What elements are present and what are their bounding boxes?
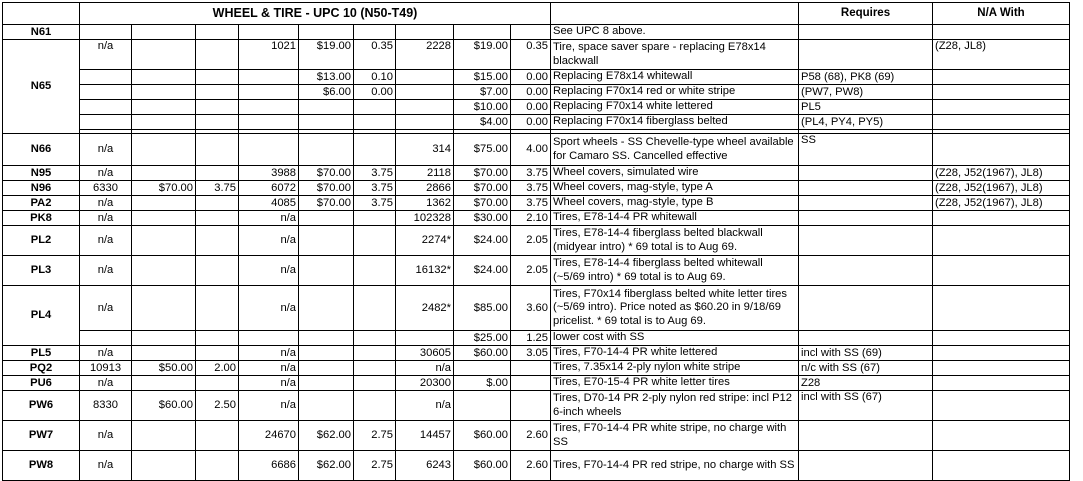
cell-1969-price: $70.00: [454, 166, 511, 181]
requires-cell: PL5: [799, 100, 933, 115]
cell-1968-price: $6.00: [299, 85, 354, 100]
table-row: [3, 226, 1070, 256]
option-description: Tire, space saver spare - replacing E78x14 blackwall: [551, 40, 799, 70]
requires-cell: incl with SS (67): [799, 391, 933, 421]
cell-1967-production: n/a: [80, 376, 132, 391]
table-row: [3, 451, 1070, 481]
option-description: Replacing F70x14 white lettered: [551, 100, 799, 115]
cell-1968-price: $19.00: [299, 40, 354, 70]
cell-1969-production: n/a: [396, 391, 454, 421]
requires-cell: [799, 421, 933, 451]
table-header-row: [3, 3, 1070, 25]
na-with-cell: (Z28, J52(1967), JL8): [933, 181, 1070, 196]
table-row: [3, 331, 1070, 346]
option-description: Wheel covers, simulated wire: [551, 166, 799, 181]
requires-cell: [799, 331, 933, 346]
cell-1969-price: $24.00: [454, 256, 511, 286]
option-code: PK8: [3, 211, 80, 226]
cell-1967-price: [132, 211, 196, 226]
cell-1969-weight: [511, 391, 551, 421]
cell-1969-weight: 2.05: [511, 226, 551, 256]
option-description: Tires, E78-14-4 fiberglass belted blackwall (midyear intro) * 69 total is to Aug 69.: [551, 226, 799, 256]
na-with-cell: [933, 451, 1070, 481]
cell-1968-price: [299, 115, 354, 130]
cell-1967-price: [132, 421, 196, 451]
cell-1969-production: 2866: [396, 181, 454, 196]
table-row: [3, 346, 1070, 361]
cell-1968-production: 1021: [239, 40, 299, 70]
option-description: Sport wheels - SS Chevelle-type wheel available for Camaro SS. Cancelled effective: [551, 134, 799, 166]
cell-1968-weight: 0.00: [354, 85, 396, 100]
cell-1968-weight: 3.75: [354, 181, 396, 196]
table-row: [3, 25, 1070, 40]
na-with-cell: [933, 115, 1070, 130]
cell-1968-price: [299, 211, 354, 226]
cell-1969-weight: 2.05: [511, 256, 551, 286]
na-with-cell: [933, 376, 1070, 391]
na-with-header: N/A With: [933, 3, 1070, 25]
cell-1968-production: [239, 134, 299, 166]
option-code: PW6: [3, 391, 80, 421]
cell-1967-production: 6330: [80, 181, 132, 196]
option-code: N96: [3, 181, 80, 196]
cell-1968-weight: 0.35: [354, 40, 396, 70]
na-with-cell: [933, 100, 1070, 115]
table-title: WHEEL & TIRE - UPC 10 (N50-T49): [80, 3, 551, 25]
na-with-cell: [933, 331, 1070, 346]
cell-1968-price: [299, 286, 354, 331]
table-row: [3, 376, 1070, 391]
cell-1968-weight: 2.75: [354, 451, 396, 481]
cell-1968-weight: 0.10: [354, 70, 396, 85]
cell-1967-price: [132, 134, 196, 166]
na-with-cell: [933, 421, 1070, 451]
option-description: Tires, 7.35x14 2-ply nylon white stripe: [551, 361, 799, 376]
na-with-cell: [933, 211, 1070, 226]
cell-1967-weight: [196, 100, 239, 115]
requires-cell: Z28: [799, 376, 933, 391]
cell-1967-production: [80, 25, 132, 40]
table-row: [3, 361, 1070, 376]
cell-1968-weight: [354, 361, 396, 376]
cell-1969-production: n/a: [396, 361, 454, 376]
cell-1969-production: 2482*: [396, 286, 454, 331]
option-description: See UPC 8 above.: [551, 25, 799, 40]
cell-1967-price: [132, 40, 196, 70]
cell-1968-weight: [354, 391, 396, 421]
requires-cell: P58 (68), PK8 (69): [799, 70, 933, 85]
cell-1969-price: $60.00: [454, 421, 511, 451]
na-with-cell: [933, 226, 1070, 256]
cell-1968-production: [239, 115, 299, 130]
cell-1968-weight: [354, 134, 396, 166]
na-with-cell: [933, 346, 1070, 361]
requires-cell: [799, 166, 933, 181]
na-with-cell: [933, 286, 1070, 331]
cell-1969-production: [396, 85, 454, 100]
cell-1967-price: [132, 346, 196, 361]
cell-1968-price: $70.00: [299, 196, 354, 211]
cell-1969-weight: [511, 376, 551, 391]
cell-1968-weight: [354, 211, 396, 226]
cell-1967-price: [132, 196, 196, 211]
cell-1968-production: n/a: [239, 256, 299, 286]
requires-cell: n/c with SS (67): [799, 361, 933, 376]
cell-1967-price: [132, 25, 196, 40]
cell-1969-weight: 2.60: [511, 421, 551, 451]
cell-1967-production: n/a: [80, 286, 132, 331]
cell-1969-price: [454, 361, 511, 376]
cell-1968-weight: [354, 376, 396, 391]
cell-1969-price: $19.00: [454, 40, 511, 70]
cell-1967-production: n/a: [80, 196, 132, 211]
cell-1967-price: [132, 256, 196, 286]
na-with-cell: [933, 256, 1070, 286]
cell-1969-price: $75.00: [454, 134, 511, 166]
cell-1967-weight: [196, 451, 239, 481]
cell-1968-production: n/a: [239, 391, 299, 421]
cell-1969-production: 16132*: [396, 256, 454, 286]
cell-1969-weight: [511, 25, 551, 40]
cell-1967-production: n/a: [80, 40, 132, 70]
cell-1968-production: 4085: [239, 196, 299, 211]
cell-1968-weight: [354, 331, 396, 346]
cell-1967-weight: 2.00: [196, 361, 239, 376]
cell-1969-price: $4.00: [454, 115, 511, 130]
cell-1968-weight: [354, 286, 396, 331]
cell-1969-price: $24.00: [454, 226, 511, 256]
cell-1969-production: 6243: [396, 451, 454, 481]
option-code: PL5: [3, 346, 80, 361]
cell-1967-production: 10913: [80, 361, 132, 376]
cell-1968-weight: [354, 256, 396, 286]
requires-header: Requires: [799, 3, 933, 25]
table-row: [3, 100, 1070, 115]
na-with-cell: (Z28, JL8): [933, 40, 1070, 70]
cell-1969-weight: 3.05: [511, 346, 551, 361]
cell-1967-price: [132, 115, 196, 130]
requires-cell: [799, 40, 933, 70]
option-code: PW8: [3, 451, 80, 481]
cell-1969-production: 314: [396, 134, 454, 166]
table-row: [3, 134, 1070, 166]
cell-1968-weight: [354, 25, 396, 40]
cell-1967-production: n/a: [80, 421, 132, 451]
option-code: PL3: [3, 256, 80, 286]
cell-1967-weight: [196, 421, 239, 451]
option-code: N65: [3, 40, 80, 134]
na-with-cell: [933, 361, 1070, 376]
option-code: PQ2: [3, 361, 80, 376]
cell-1969-production: [396, 331, 454, 346]
cell-1967-weight: [196, 346, 239, 361]
cell-1968-price: [299, 376, 354, 391]
cell-1967-weight: [196, 25, 239, 40]
cell-1968-price: $13.00: [299, 70, 354, 85]
cell-1968-production: [239, 85, 299, 100]
cell-1967-price: [132, 70, 196, 85]
cell-1969-weight: 3.60: [511, 286, 551, 331]
cell-1968-price: [299, 25, 354, 40]
table-row: [3, 391, 1070, 421]
cell-1968-price: $70.00: [299, 181, 354, 196]
cell-1969-weight: 4.00: [511, 134, 551, 166]
cell-1968-production: n/a: [239, 361, 299, 376]
cell-1968-weight: [354, 115, 396, 130]
cell-1967-weight: [196, 196, 239, 211]
cell-1969-weight: 2.10: [511, 211, 551, 226]
cell-1969-weight: 3.75: [511, 181, 551, 196]
cell-1969-price: $60.00: [454, 451, 511, 481]
cell-1968-price: [299, 391, 354, 421]
cell-1969-production: 14457: [396, 421, 454, 451]
option-code: N95: [3, 166, 80, 181]
cell-1967-weight: [196, 331, 239, 346]
option-description: Tires, F70-14-4 PR white stripe, no charge with SS: [551, 421, 799, 451]
option-description: Tires, D70-14 PR 2-ply nylon red stripe: incl P12 6-inch wheels: [551, 391, 799, 421]
requires-cell: [799, 25, 933, 40]
cell-1967-weight: [196, 166, 239, 181]
option-description: Tires, F70x14 fiberglass belted white letter tires (~5/69 intro). Price noted as $60.20 in 9/18/69 pricelist. * 69 total is to Aug 69.: [551, 286, 799, 331]
cell-1968-price: $70.00: [299, 166, 354, 181]
option-description: Wheel covers, mag-style, type B: [551, 196, 799, 211]
cell-1967-production: [80, 70, 132, 85]
cell-1968-production: [239, 100, 299, 115]
cell-1967-production: n/a: [80, 134, 132, 166]
requires-cell: incl with SS (69): [799, 346, 933, 361]
cell-1967-production: n/a: [80, 256, 132, 286]
cell-1969-weight: 1.25: [511, 331, 551, 346]
cell-1968-price: [299, 226, 354, 256]
cell-1967-weight: [196, 40, 239, 70]
option-description: Replacing F70x14 red or white stripe: [551, 85, 799, 100]
cell-1968-weight: 2.75: [354, 421, 396, 451]
cell-1968-price: [299, 256, 354, 286]
table-row: [3, 70, 1070, 85]
cell-1967-production: [80, 85, 132, 100]
requires-cell: [799, 451, 933, 481]
option-description: Replacing F70x14 fiberglass belted: [551, 115, 799, 130]
cell-1967-production: [80, 100, 132, 115]
cell-1967-production: n/a: [80, 211, 132, 226]
requires-cell: (PW7, PW8): [799, 85, 933, 100]
cell-1967-production: [80, 115, 132, 130]
cell-1969-weight: 0.00: [511, 115, 551, 130]
cell-1967-weight: [196, 134, 239, 166]
option-code: N66: [3, 134, 80, 166]
cell-1968-weight: [354, 346, 396, 361]
cell-1969-production: [396, 115, 454, 130]
table-row: [3, 196, 1070, 211]
requires-cell: [799, 181, 933, 196]
cell-1967-price: $70.00: [132, 181, 196, 196]
cell-1967-price: $60.00: [132, 391, 196, 421]
cell-1969-weight: 0.00: [511, 85, 551, 100]
cell-1969-price: $30.00: [454, 211, 511, 226]
cell-1968-price: [299, 331, 354, 346]
cell-1968-production: [239, 70, 299, 85]
cell-1969-production: [396, 100, 454, 115]
cell-1967-weight: 2.50: [196, 391, 239, 421]
cell-1969-production: [396, 25, 454, 40]
cell-1968-production: [239, 331, 299, 346]
cell-1969-price: $10.00: [454, 100, 511, 115]
cell-1968-price: [299, 134, 354, 166]
cell-1968-production: n/a: [239, 211, 299, 226]
requires-cell: SS: [799, 134, 933, 166]
table-body: [3, 25, 1070, 481]
cell-1968-price: $62.00: [299, 421, 354, 451]
requires-cell: [799, 211, 933, 226]
cell-1968-price: [299, 361, 354, 376]
cell-1968-production: n/a: [239, 376, 299, 391]
option-description: lower cost with SS: [551, 331, 799, 346]
table-row: [3, 85, 1070, 100]
cell-1969-price: $70.00: [454, 196, 511, 211]
cell-1969-price: $15.00: [454, 70, 511, 85]
table-row: [3, 256, 1070, 286]
cell-1968-production: [239, 25, 299, 40]
na-with-cell: [933, 134, 1070, 166]
option-code: PL4: [3, 286, 80, 346]
cell-1967-weight: [196, 256, 239, 286]
na-with-cell: (Z28, J52(1967), JL8): [933, 166, 1070, 181]
cell-1969-production: 30605: [396, 346, 454, 361]
cell-1969-weight: 0.00: [511, 100, 551, 115]
na-with-cell: [933, 25, 1070, 40]
cell-1968-production: n/a: [239, 226, 299, 256]
cell-1967-production: n/a: [80, 166, 132, 181]
cell-1967-production: n/a: [80, 346, 132, 361]
na-with-cell: [933, 70, 1070, 85]
cell-1969-weight: 0.00: [511, 70, 551, 85]
cell-1967-production: [80, 331, 132, 346]
cell-1968-production: 6072: [239, 181, 299, 196]
cell-1967-weight: [196, 286, 239, 331]
table-row: [3, 166, 1070, 181]
cell-1969-production: 2274*: [396, 226, 454, 256]
cell-1967-price: [132, 226, 196, 256]
cell-1968-weight: 3.75: [354, 196, 396, 211]
cell-1969-production: [396, 70, 454, 85]
cell-1969-price: $70.00: [454, 181, 511, 196]
cell-1969-price: $7.00: [454, 85, 511, 100]
table-row: [3, 40, 1070, 70]
cell-1968-production: n/a: [239, 286, 299, 331]
option-code: PA2: [3, 196, 80, 211]
option-description: Tires, E78-14-4 fiberglass belted whitewall (~5/69 intro) * 69 total is to Aug 69.: [551, 256, 799, 286]
option-code: PL2: [3, 226, 80, 256]
cell-1967-price: [132, 376, 196, 391]
cell-1967-price: [132, 331, 196, 346]
cell-1969-price: $60.00: [454, 346, 511, 361]
cell-1967-weight: [196, 226, 239, 256]
cell-1969-production: 2118: [396, 166, 454, 181]
requires-cell: [799, 256, 933, 286]
requires-cell: [799, 196, 933, 211]
cell-1969-weight: 2.60: [511, 451, 551, 481]
cell-1969-price: [454, 391, 511, 421]
cell-1967-price: [132, 85, 196, 100]
na-with-cell: [933, 391, 1070, 421]
option-code: PW7: [3, 421, 80, 451]
requires-cell: (PL4, PY4, PY5): [799, 115, 933, 130]
cell-1967-price: [132, 166, 196, 181]
cell-1968-price: [299, 100, 354, 115]
option-description: Tires, F70-14-4 PR red stripe, no charge with SS: [551, 451, 799, 481]
cell-1967-weight: [196, 115, 239, 130]
cell-1969-weight: [511, 361, 551, 376]
requires-cell: [799, 286, 933, 331]
table-row: [3, 115, 1070, 130]
cell-1969-price: $.00: [454, 376, 511, 391]
cell-1969-weight: 0.35: [511, 40, 551, 70]
cell-1967-weight: [196, 211, 239, 226]
cell-1968-weight: [354, 100, 396, 115]
cell-1969-production: 2228: [396, 40, 454, 70]
cell-1968-production: 3988: [239, 166, 299, 181]
table-row: [3, 181, 1070, 196]
cell-1967-price: [132, 286, 196, 331]
cell-1969-price: $85.00: [454, 286, 511, 331]
cell-1969-production: 102328: [396, 211, 454, 226]
cell-1969-production: 1362: [396, 196, 454, 211]
cell-1967-weight: [196, 70, 239, 85]
option-description: Tires, F70-14-4 PR white lettered: [551, 346, 799, 361]
cell-1968-production: 6686: [239, 451, 299, 481]
cell-1967-production: n/a: [80, 226, 132, 256]
table-row: [3, 211, 1070, 226]
option-description: Tires, E78-14-4 PR whitewall: [551, 211, 799, 226]
cell-1967-weight: [196, 376, 239, 391]
cell-1967-weight: [196, 85, 239, 100]
cell-1969-price: [454, 25, 511, 40]
option-description: Replacing E78x14 whitewall: [551, 70, 799, 85]
na-with-cell: [933, 85, 1070, 100]
option-code: N61: [3, 25, 80, 40]
cell-1968-production: n/a: [239, 346, 299, 361]
cell-1968-price: [299, 346, 354, 361]
cell-1967-price: [132, 451, 196, 481]
option-description: Tires, E70-15-4 PR white letter tires: [551, 376, 799, 391]
cell-1967-weight: 3.75: [196, 181, 239, 196]
header-blank-code: [3, 3, 80, 25]
cell-1969-production: 20300: [396, 376, 454, 391]
na-with-cell: (Z28, J52(1967), JL8): [933, 196, 1070, 211]
cell-1969-weight: 3.75: [511, 196, 551, 211]
wheel-tire-table: [2, 2, 1070, 481]
cell-1967-production: n/a: [80, 451, 132, 481]
header-blank-desc: [551, 3, 799, 25]
option-description: Wheel covers, mag-style, type A: [551, 181, 799, 196]
cell-1968-price: $62.00: [299, 451, 354, 481]
cell-1968-weight: [354, 226, 396, 256]
option-code: PU6: [3, 376, 80, 391]
cell-1967-production: 8330: [80, 391, 132, 421]
cell-1969-price: $25.00: [454, 331, 511, 346]
cell-1968-production: 24670: [239, 421, 299, 451]
cell-1967-price: $50.00: [132, 361, 196, 376]
cell-1967-price: [132, 100, 196, 115]
cell-1969-weight: 3.75: [511, 166, 551, 181]
table-row: [3, 421, 1070, 451]
requires-cell: [799, 226, 933, 256]
table-row: [3, 286, 1070, 331]
cell-1968-weight: 3.75: [354, 166, 396, 181]
